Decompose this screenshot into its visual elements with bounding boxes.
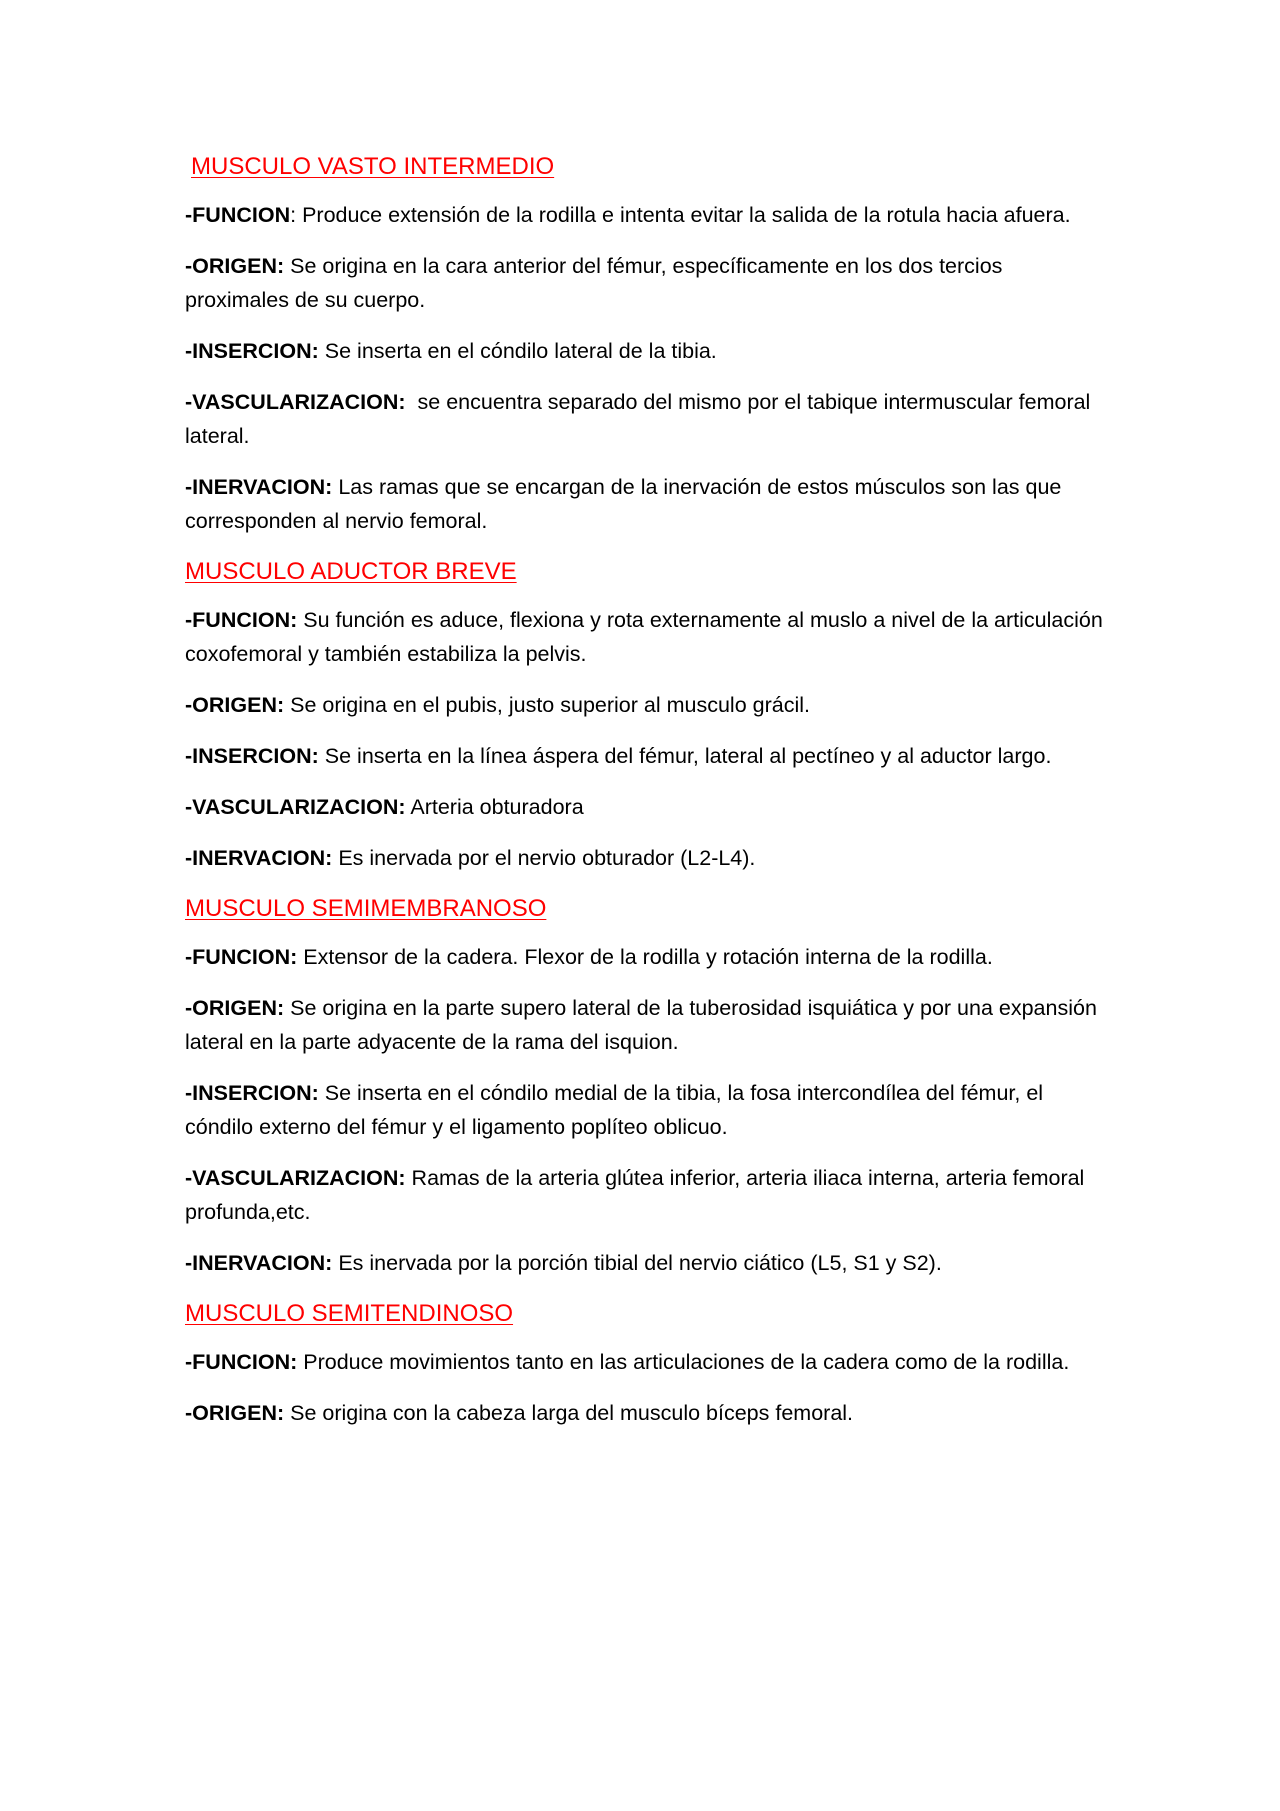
paragraph-insercion xyxy=(185,739,1105,773)
paragraph-text: Produce movimientos tanto en las articulaciones de la cadera como de la rodilla. xyxy=(303,1350,1070,1374)
section-heading: MUSCULO SEMITENDINOSO xyxy=(185,1300,514,1327)
paragraph-origen xyxy=(185,991,1105,1059)
paragraph-label: -INSERCION: xyxy=(185,744,319,768)
paragraph-label: -INSERCION: xyxy=(185,1081,319,1105)
paragraph-label: -ORIGEN: xyxy=(185,1401,285,1425)
paragraph-label: -ORIGEN: xyxy=(185,254,285,278)
section-heading: MUSCULO SEMIMEMBRANOSO xyxy=(185,895,547,922)
paragraph-label: -INERVACION: xyxy=(185,475,333,499)
paragraph-vascularizacion xyxy=(185,790,1105,824)
paragraph-vascularizacion xyxy=(185,1161,1105,1229)
paragraph-vascularizacion xyxy=(185,385,1105,453)
paragraph-label: -FUNCION: xyxy=(185,608,298,632)
section-heading: MUSCULO ADUCTOR BREVE xyxy=(185,558,517,585)
section-aductor-breve xyxy=(185,555,1105,875)
paragraph-label: -INERVACION: xyxy=(185,1251,333,1275)
paragraph-text: Su función es aduce, flexiona y rota externamente al muslo a nivel de la articulación coxofemoral y también estabiliza la pelvis. xyxy=(185,608,1103,666)
paragraph-origen xyxy=(185,1396,1105,1430)
paragraph-text: Extensor de la cadera. Flexor de la rodilla y rotación interna de la rodilla. xyxy=(303,945,993,969)
section-vasto-intermedio xyxy=(185,150,1105,538)
paragraph-funcion xyxy=(185,1345,1105,1379)
paragraph-label: -ORIGEN: xyxy=(185,996,285,1020)
paragraph-text: Produce extensión de la rodilla e intenta evitar la salida de la rotula hacia afuera. xyxy=(302,203,1071,227)
paragraph-text: Se inserta en la línea áspera del fémur, lateral al pectíneo y al aductor largo. xyxy=(324,744,1052,768)
paragraph-label: -INERVACION: xyxy=(185,846,333,870)
paragraph-text: Ramas de la arteria glútea inferior, arteria iliaca interna, arteria femoral profunda,etc. xyxy=(185,1166,1085,1224)
paragraph-text: Es inervada por la porción tibial del nervio ciático (L5, S1 y S2). xyxy=(338,1251,942,1275)
paragraph-text: Las ramas que se encargan de la inervación de estos músculos son las que corresponden al nervio femoral. xyxy=(185,475,1062,533)
paragraph-inervacion xyxy=(185,841,1105,875)
paragraph-inervacion xyxy=(185,470,1105,538)
section-semimembranoso xyxy=(185,892,1105,1280)
paragraph-funcion xyxy=(185,940,1105,974)
section-heading: MUSCULO VASTO INTERMEDIO xyxy=(191,153,555,180)
paragraph-text: Se origina en el pubis, justo superior al musculo grácil. xyxy=(290,693,810,717)
paragraph-funcion xyxy=(185,603,1105,671)
paragraph-label: -INSERCION: xyxy=(185,339,319,363)
paragraph-label: -ORIGEN: xyxy=(185,693,285,717)
paragraph-origen xyxy=(185,688,1105,722)
paragraph-text: Se origina en la cara anterior del fémur, específicamente en los dos tercios proximales de su cuerpo. xyxy=(185,254,1003,312)
paragraph-text: Se inserta en el cóndilo medial de la tibia, la fosa intercondílea del fémur, el cóndilo externo del fémur y el ligamento poplíteo oblicuo. xyxy=(185,1081,1044,1139)
paragraph-separator: : xyxy=(290,203,303,227)
paragraph-label: -VASCULARIZACION: xyxy=(185,390,406,414)
paragraph-label: -VASCULARIZACION: xyxy=(185,795,406,819)
paragraph-label: -VASCULARIZACION: xyxy=(185,1166,406,1190)
paragraph-text: Arteria obturadora xyxy=(410,795,584,819)
paragraph-text: Es inervada por el nervio obturador (L2-L4). xyxy=(338,846,756,870)
paragraph-text: Se origina con la cabeza larga del musculo bíceps femoral. xyxy=(290,1401,854,1425)
paragraph-text: se encuentra separado del mismo por el tabique intermuscular femoral lateral. xyxy=(185,390,1097,448)
paragraph-funcion xyxy=(185,198,1105,232)
document-page xyxy=(185,150,1105,1447)
paragraph-label: -FUNCION xyxy=(185,203,291,227)
paragraph-origen xyxy=(185,249,1105,317)
paragraph-insercion xyxy=(185,334,1105,368)
paragraph-text: Se inserta en el cóndilo lateral de la tibia. xyxy=(324,339,717,363)
section-semitendinoso xyxy=(185,1297,1105,1430)
paragraph-insercion xyxy=(185,1076,1105,1144)
paragraph-separator xyxy=(406,390,418,414)
paragraph-label: -FUNCION: xyxy=(185,1350,298,1374)
paragraph-label: -FUNCION: xyxy=(185,945,298,969)
paragraph-text: Se origina en la parte supero lateral de la tuberosidad isquiática y por una expansión lateral en la parte adyacente de la rama del isquion. xyxy=(185,996,1097,1054)
paragraph-inervacion xyxy=(185,1246,1105,1280)
